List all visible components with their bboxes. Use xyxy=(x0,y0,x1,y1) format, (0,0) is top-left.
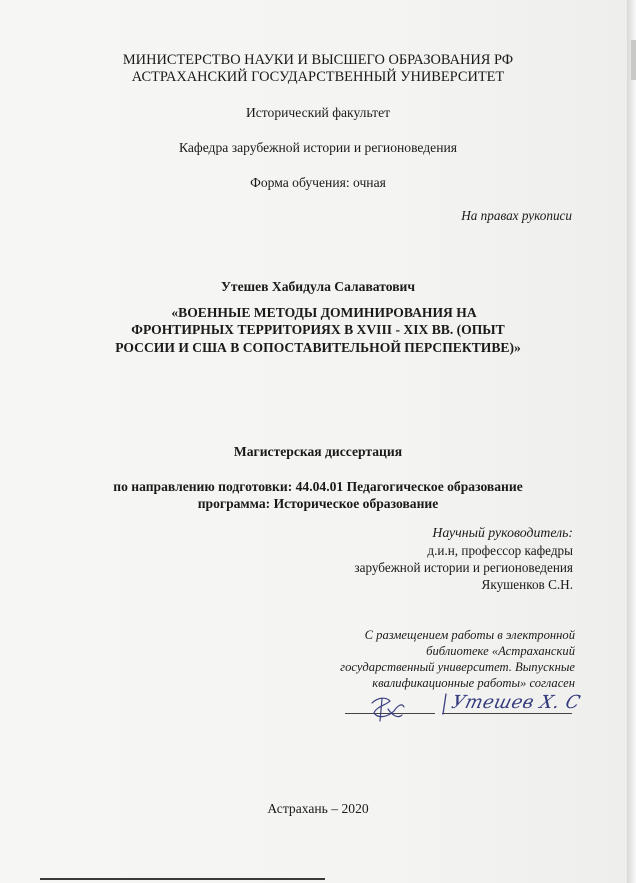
scan-bottom-line xyxy=(40,878,325,880)
city-year: Астрахань – 2020 xyxy=(267,801,369,816)
ministry-line: МИНИСТЕРСТВО НАУКИ И ВЫСШЕГО ОБРАЗОВАНИЯ РФ xyxy=(122,52,514,68)
author-name: Утешев Хабидула Салаватович xyxy=(220,279,416,294)
consent-line-4: квалификационные работы» согласен xyxy=(372,676,575,690)
supervisor-label: Научный руководитель: xyxy=(432,525,573,540)
consent-line-1: С размещением работы в электронной xyxy=(364,628,575,642)
supervisor-name: Якушенков С.Н. xyxy=(481,577,573,592)
signature-mark xyxy=(368,693,408,725)
consent-line-2: библиотеке «Астраханский xyxy=(426,644,575,658)
handwritten-signature: Утешев Х. С xyxy=(449,692,583,713)
supervisor-degree: д.и.н, профессор кафедры xyxy=(427,543,573,558)
university-line: АСТРАХАНСКИЙ ГОСУДАРСТВЕННЫЙ УНИВЕРСИТЕТ xyxy=(131,69,505,85)
title-line-3: РОССИИ И США В СОПОСТАВИТЕЛЬНОЙ ПЕРСПЕКТИВЕ)» xyxy=(115,340,521,355)
page-edge xyxy=(627,0,636,883)
direction-line: по направлению подготовки: 44.04.01 Педагогическое образование xyxy=(113,479,523,494)
department-line: Кафедра зарубежной истории и регионоведения xyxy=(178,140,458,155)
supervisor-department: зарубежной истории и регионоведения xyxy=(354,560,573,575)
work-type: Магистерская диссертация xyxy=(233,444,403,459)
title-line-2: ФРОНТИРНЫХ ТЕРРИТОРИЯХ В XVIII - XIX ВВ. (ОПЫТ xyxy=(131,322,505,337)
title-line-1: «ВОЕННЫЕ МЕТОДЫ ДОМИНИРОВАНИЯ НА xyxy=(171,305,477,320)
manuscript-note: На правах рукописи xyxy=(461,208,572,223)
program-line: программа: Историческое образование xyxy=(197,496,439,511)
signature-underline-2 xyxy=(442,713,572,714)
consent-line-3: государственный университет. Выпускные xyxy=(340,660,575,674)
faculty-line: Исторический факультет xyxy=(245,105,391,120)
study-form-line: Форма обучения: очная xyxy=(250,175,386,190)
